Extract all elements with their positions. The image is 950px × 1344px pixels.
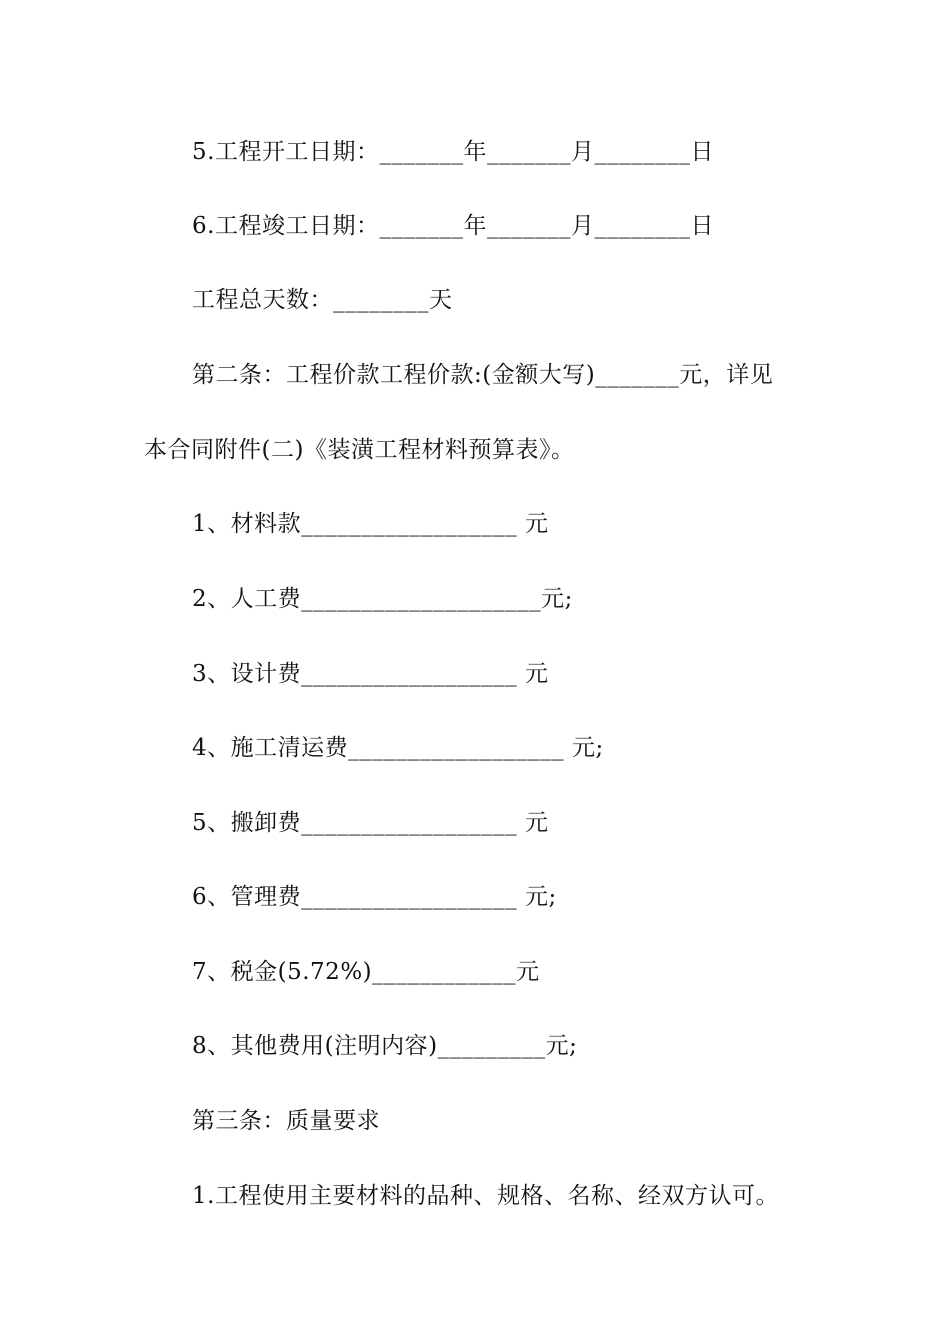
cleanup-fee-line: 4、施工清运费__________________ 元; [192,735,604,761]
management-fee-line: 6、管理费__________________ 元; [192,884,557,910]
start-date-line: 5.工程开工日期：_______年_______月________日 [192,139,714,165]
article-three-heading: 第三条：质量要求 [192,1108,380,1134]
tax-line: 7、税金(5.72%)____________元 [192,959,540,985]
completion-date-line: 6.工程竣工日期：_______年_______月________日 [192,213,714,239]
handling-fee-line: 5、搬卸费__________________ 元 [192,810,549,836]
total-days-line: 工程总天数：________天 [192,287,453,313]
design-fee-line: 3、设计费__________________ 元 [192,661,549,687]
quality-item-one: 1.工程使用主要材料的品种、规格、名称、经双方认可。 [192,1183,779,1209]
other-fees-line: 8、其他费用(注明内容)_________元; [192,1033,578,1059]
article-two-continuation: 本合同附件(二)《装潢工程材料预算表》。 [144,437,575,463]
article-two-heading: 第二条：工程价款工程价款:(金额大写)_______元，详见 [192,362,774,388]
labor-cost-line: 2、人工费____________________元; [192,586,573,612]
material-cost-line: 1、材料款__________________ 元 [192,511,549,537]
